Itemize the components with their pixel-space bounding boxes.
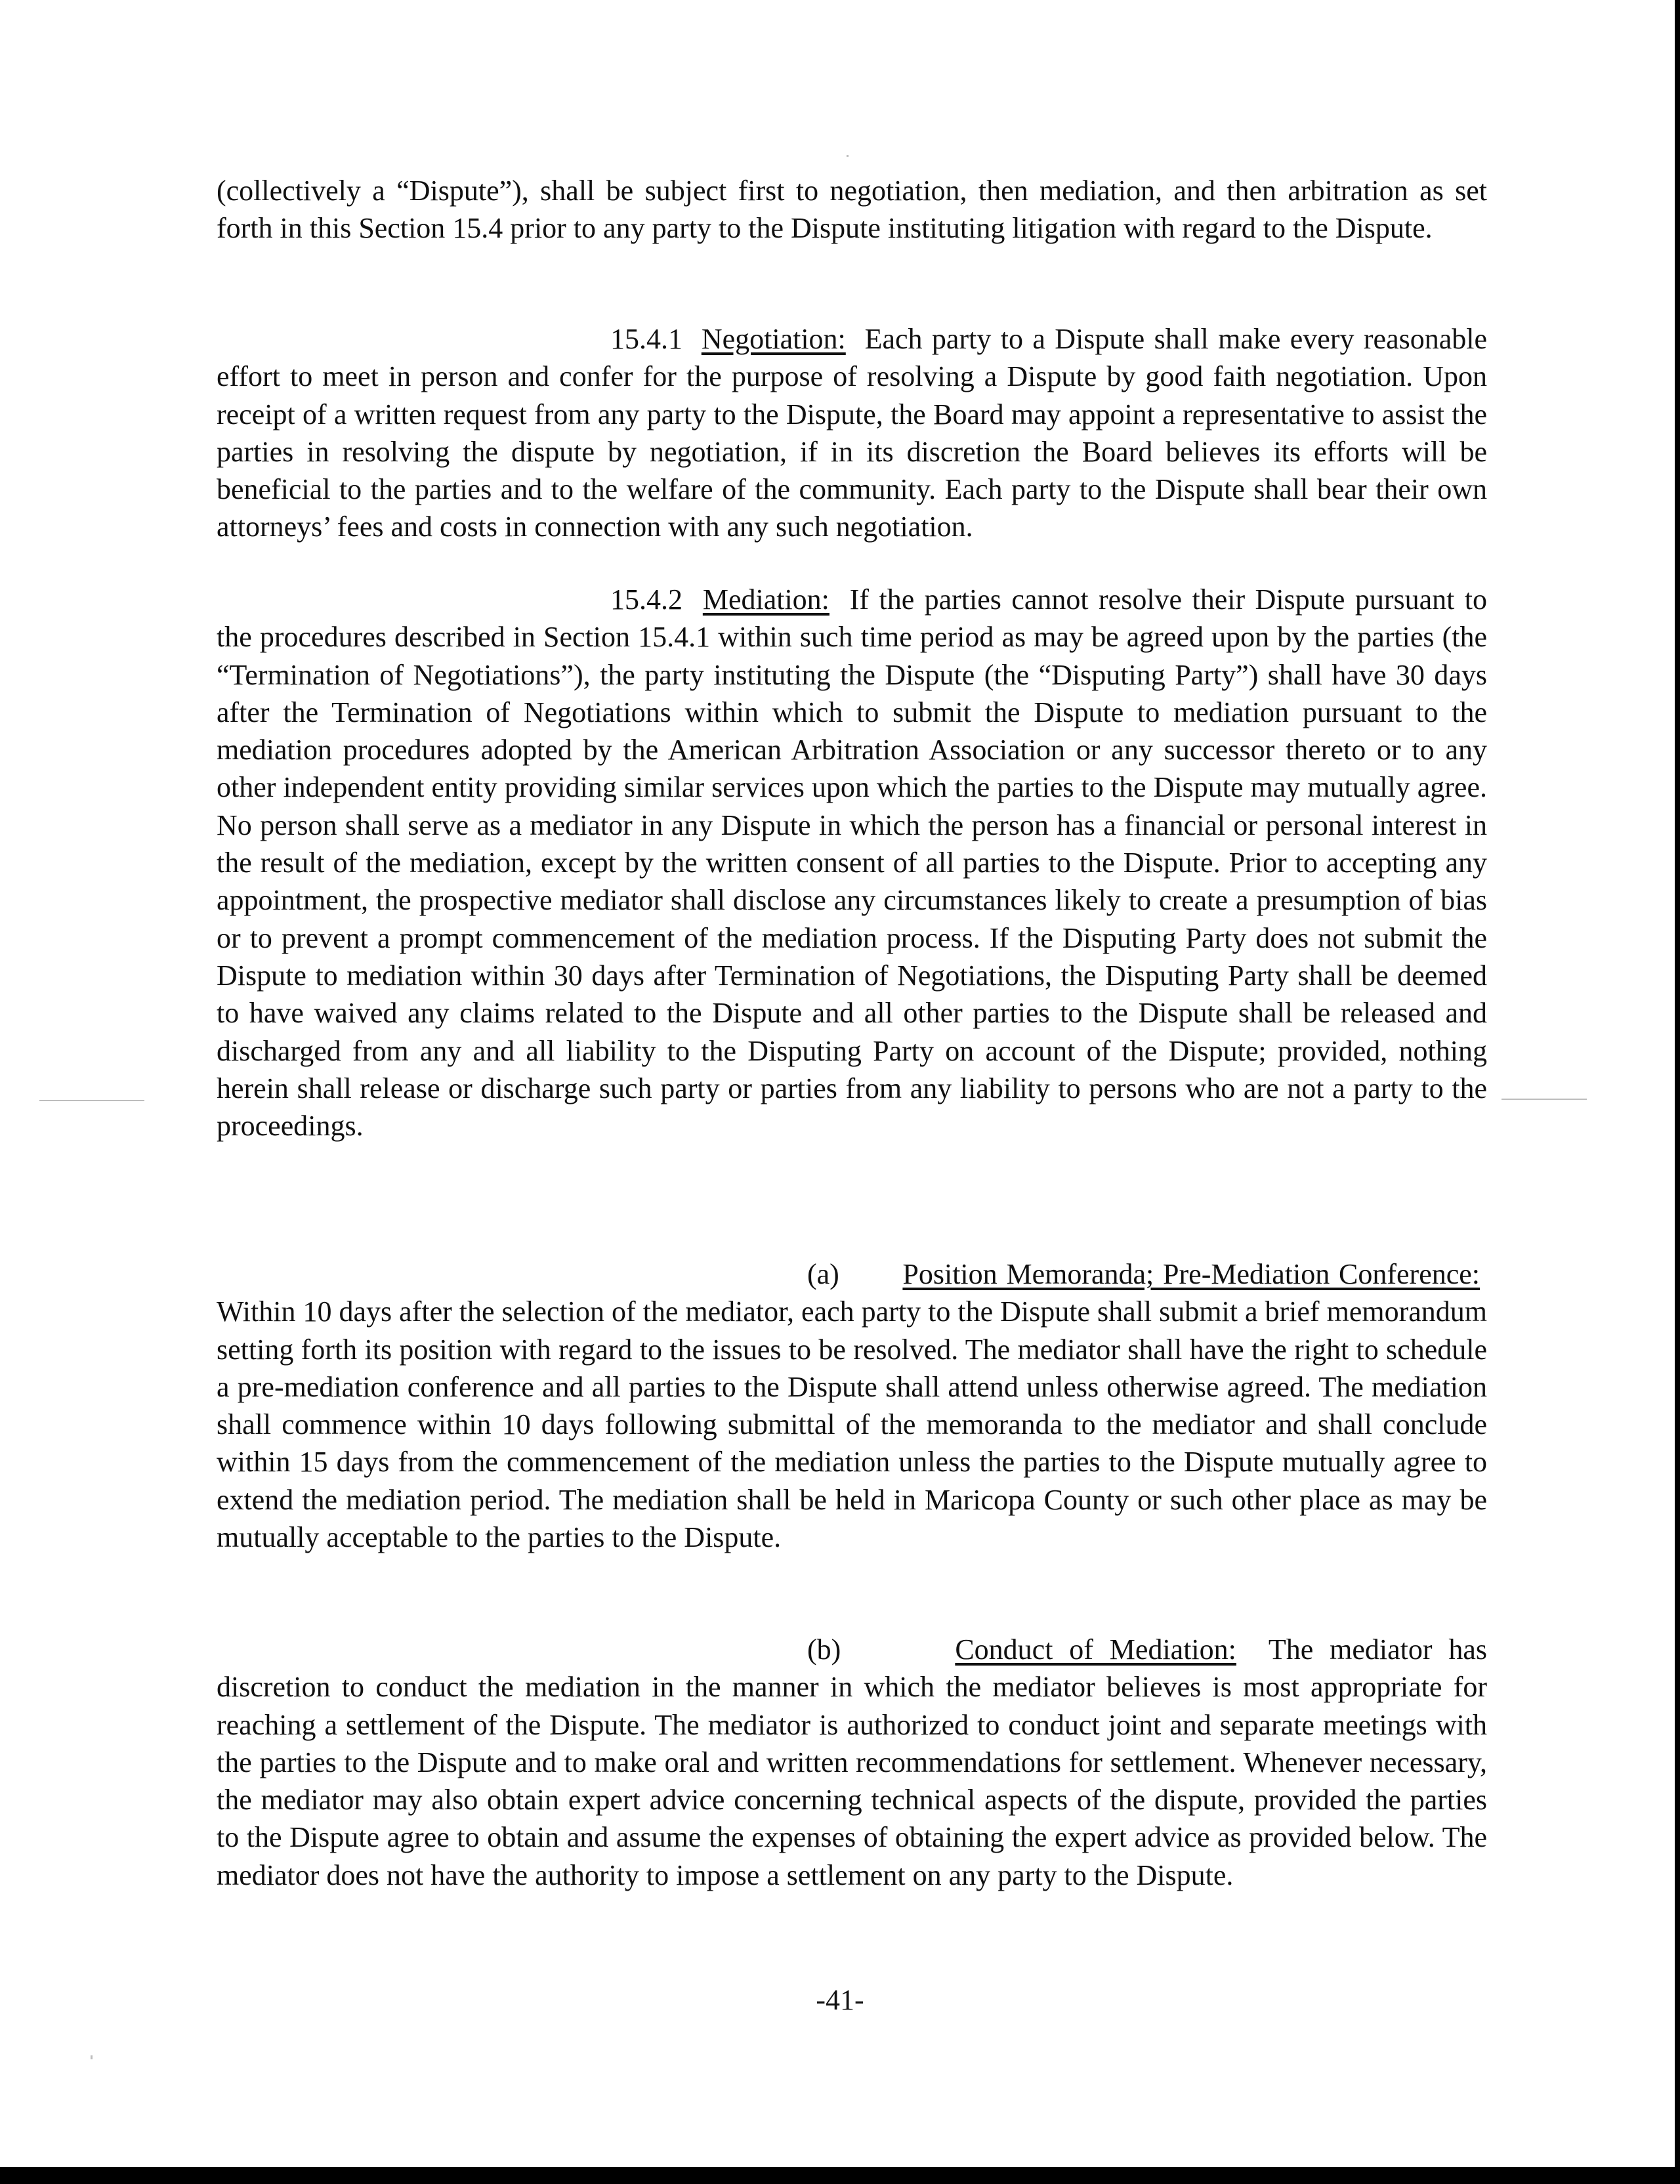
section-body: Each party to a Dispute shall make every reasonable effort to meet in person and confer for the purpose of resolving a Dispute by good faith negotiation. Upon receipt of a written request from any party to the Dispute, the Board may appoint a representative to assist the parties in resolving the dispute by negotiation, if in its discretion the Board believes its efforts will be beneficial to the parties and to the welfare of the community. Each party to the Dispute shall bear their own attorneys’ fees and costs in connection with any such negotiation.: [217, 323, 1488, 543]
subsection-body: Within 10 days after the selection of the mediator, each party to the Dispute shall submit a brief memorandum setting forth its position with regard to the issues to be resolved. The mediator shall have the right to schedule a pre-mediation conference and all parties to the Dispute shall attend unless otherwise agreed. The mediation shall commence within 10 days following submittal of the memoranda to the mediator and shall conclude within 15 days from the commencement of the mediation unless the parties to the Dispute mutually agree to extend the mediation period. The mediation shall be held in Maricopa County or such other place as may be mutually acceptable to the parties to the Dispute.: [217, 1295, 1487, 1554]
section-15-4-1-paragraph: [217, 320, 1487, 546]
scan-artifact: [91, 2055, 93, 2059]
scan-border-bottom: [0, 2167, 1680, 2184]
subsection-letter: (a): [807, 1258, 839, 1290]
subsection-heading: Position Memoranda; Pre-Mediation Conference:: [902, 1258, 1480, 1290]
subsection-b-paragraph: [217, 1631, 1487, 1894]
subsection-a-paragraph: [217, 1255, 1487, 1556]
section-number: 15.4.2: [610, 583, 682, 616]
subsection-heading: Conduct of Mediation:: [955, 1633, 1236, 1666]
section-number: 15.4.1: [610, 323, 682, 355]
intro-text: (collectively a “Dispute”), shall be subject first to negotiation, then mediation, and then arbitration as set forth in this Section 15.4 prior to any party to the Dispute instituting litigation with regard to the Dispute.: [217, 175, 1487, 245]
section-heading: Negotiation:: [701, 323, 846, 355]
subsection-body: The mediator has discretion to conduct the mediation in the manner in which the mediator believes is most appropriate for reaching a settlement of the Dispute. The mediator is authorized to conduct joint and separate meetings with the parties to the Dispute and to make oral and written recommendations for settlement. Whenever necessary, the mediator may also obtain expert advice concerning technical aspects of the dispute, provided the parties to the Dispute agree to obtain and assume the expenses of obtaining the expert advice as provided below. The mediator does not have the authority to impose a settlement on any party to the Dispute.: [217, 1633, 1487, 1891]
section-heading: Mediation:: [702, 583, 830, 616]
page-number: -41-: [816, 1984, 864, 2016]
section-body: If the parties cannot resolve their Dispute pursuant to the procedures described in Section 15.4.1 within such time period as may be agreed upon by the parties (the “Termination of Negotiations”), the party instituting the Dispute (the “Disputing Party”) shall have 30 days after the Termination of Negotiations within which to submit the Dispute to mediation pursuant to the mediation procedures adopted by the American Arbitration Association or any successor thereto or to any other independent entity providing similar services upon which the parties to the Dispute may mutually agree. No person shall serve as a mediator in any Dispute in which the person has a financial or personal interest in the result of the mediation, except by the written consent of all parties to the Dispute. Prior to accepting any appointment, the prospective mediator shall disclose any circumstances likely to create a presumption of bias or to prevent a prompt commencement of the mediation process. If the Disputing Party does not submit the Dispute to mediation within 30 days after Termination of Negotiations, the Disputing Party shall be deemed to have waived any claims related to the Dispute and all other parties to the Dispute shall be released and discharged from any and all liability to the Disputing Party on account of the Dispute; provided, nothing herein shall release or discharge such party or parties from any liability to persons who are not a party to the proceedings.: [217, 583, 1487, 1143]
scan-artifact: [1502, 1099, 1587, 1100]
scan-artifact: [39, 1100, 144, 1101]
scan-border-right: [1675, 0, 1680, 2184]
scan-artifact: [847, 155, 849, 157]
subsection-letter: (b): [807, 1633, 841, 1666]
section-15-4-2-paragraph: [217, 581, 1487, 1144]
intro-paragraph: [217, 172, 1487, 247]
